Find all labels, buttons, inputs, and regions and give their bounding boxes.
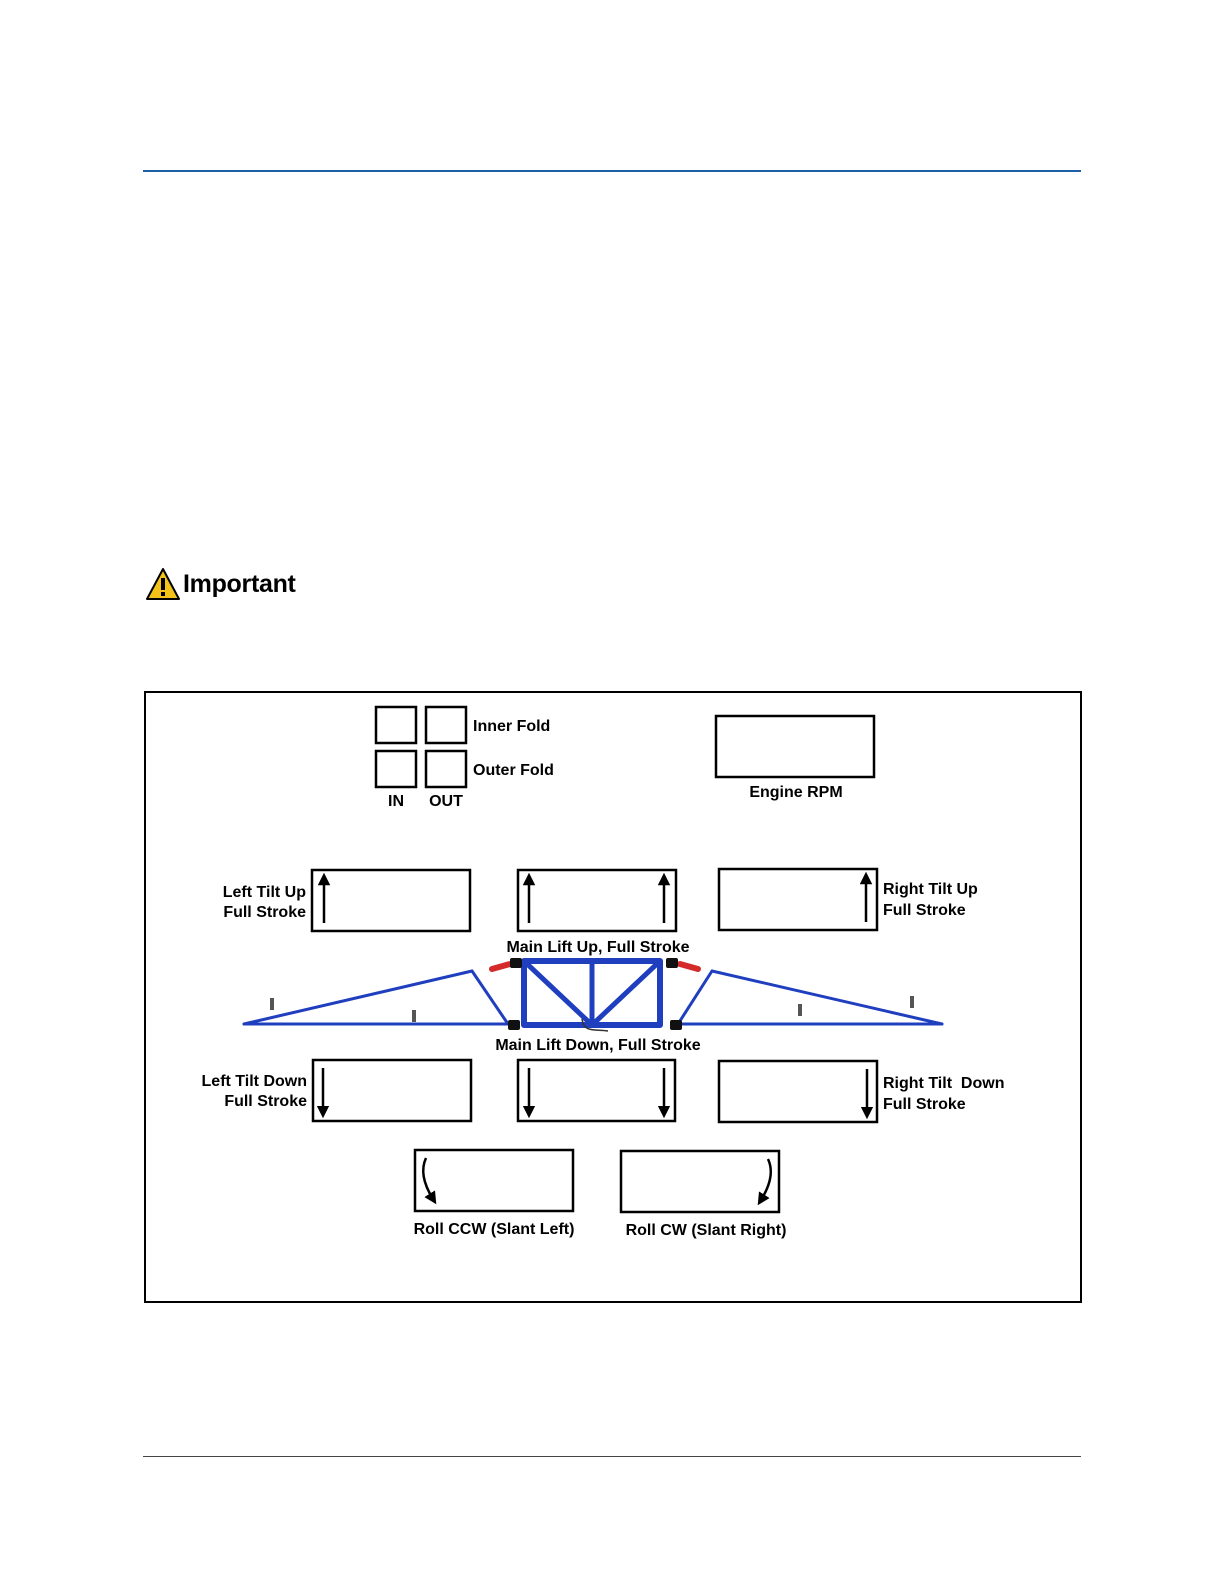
roll-cw-label: Roll CW (Slant Right) bbox=[625, 1222, 787, 1239]
main-lift-down-box bbox=[518, 1060, 675, 1121]
right-tilt-down-box bbox=[719, 1061, 877, 1122]
outer-fold-in-box bbox=[376, 751, 416, 787]
left-tilt-down-line2: Full Stroke bbox=[224, 1093, 307, 1110]
footer-rule bbox=[143, 1456, 1081, 1457]
roll-ccw-label: Roll CCW (Slant Left) bbox=[413, 1221, 575, 1238]
fold-in-label: IN bbox=[388, 793, 404, 810]
left-tilt-up-box bbox=[312, 870, 470, 931]
main-lift-up-label: Main Lift Up, Full Stroke bbox=[506, 939, 690, 956]
right-tilt-up-box bbox=[719, 869, 877, 930]
engine-rpm-label: Engine RPM bbox=[749, 784, 843, 801]
header-rule bbox=[143, 170, 1081, 172]
boom-control-diagram bbox=[144, 691, 1082, 1303]
left-tilt-up-line1: Left Tilt Up bbox=[222, 884, 306, 901]
right-tilt-up-line2: Full Stroke bbox=[883, 902, 966, 919]
main-lift-down-label: Main Lift Down, Full Stroke bbox=[495, 1037, 701, 1054]
right-tilt-down-line1: Right Tilt Down bbox=[883, 1075, 1005, 1092]
important-label: Important bbox=[183, 569, 296, 598]
inner-fold-label: Inner Fold bbox=[473, 718, 551, 735]
inner-fold-in-box bbox=[376, 707, 416, 743]
outer-fold-out-box bbox=[426, 751, 466, 787]
roll-ccw-box bbox=[415, 1150, 573, 1211]
outer-fold-label: Outer Fold bbox=[473, 762, 554, 779]
left-tilt-down-line1: Left Tilt Down bbox=[201, 1073, 307, 1090]
fold-out-label: OUT bbox=[429, 793, 463, 810]
right-tilt-down-line2: Full Stroke bbox=[883, 1096, 966, 1113]
boom-illustration bbox=[244, 958, 942, 1031]
important-notice bbox=[145, 566, 296, 602]
left-tilt-down-box bbox=[313, 1060, 471, 1121]
main-lift-up-box bbox=[518, 870, 676, 931]
right-tilt-up-line1: Right Tilt Up bbox=[883, 881, 978, 898]
roll-cw-box bbox=[621, 1151, 779, 1212]
left-tilt-up-line2: Full Stroke bbox=[223, 904, 306, 921]
engine-rpm-box bbox=[716, 716, 874, 777]
inner-fold-out-box bbox=[426, 707, 466, 743]
warning-icon bbox=[145, 567, 181, 601]
diagram-canvas bbox=[146, 693, 1084, 1305]
